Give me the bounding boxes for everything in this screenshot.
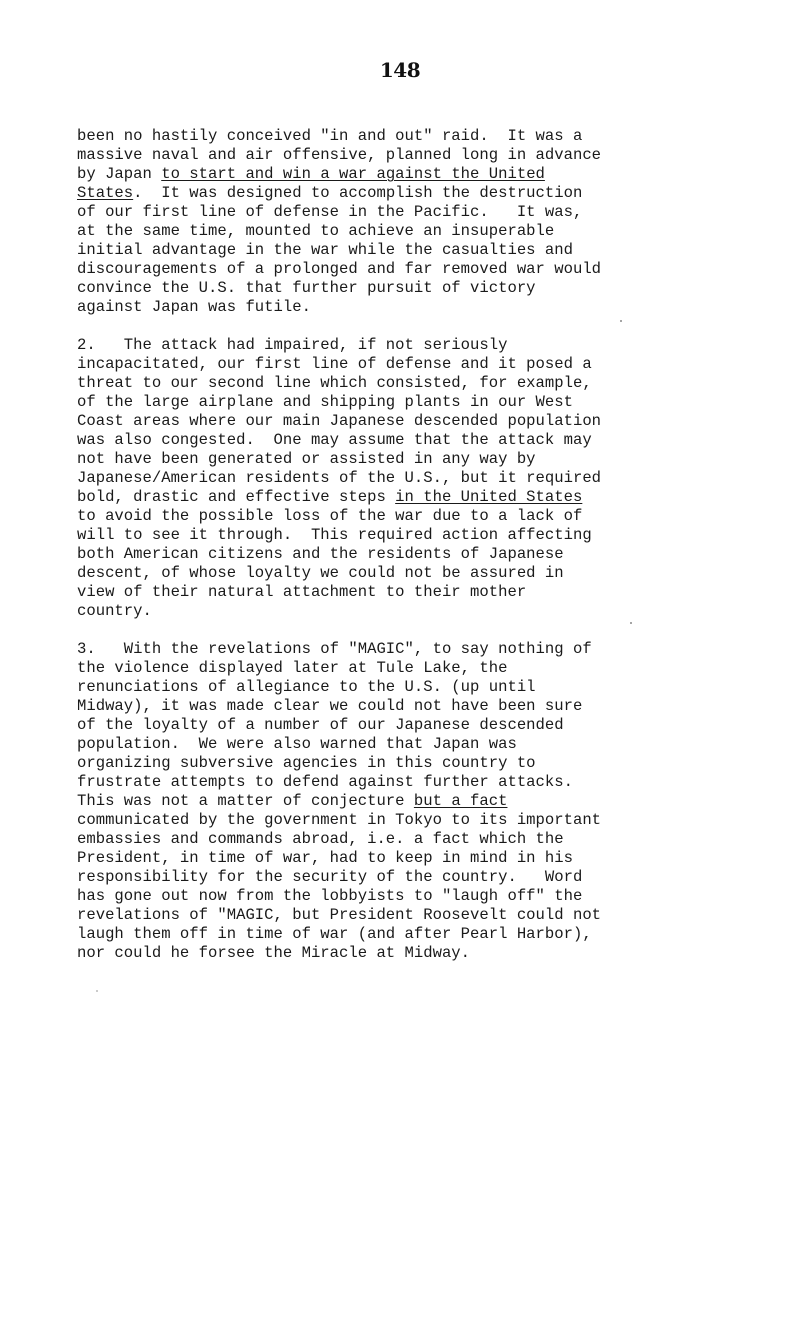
underlined-text: States: [77, 184, 134, 202]
text-line: [77, 184, 737, 203]
text-line: [77, 355, 737, 374]
text-segment: 3. With the revelations of "MAGIC", to say nothing of: [77, 640, 592, 658]
text-segment: communicated by the government in Tokyo to its important: [77, 811, 602, 829]
text-line: [77, 735, 737, 754]
text-segment: not have been generated or assisted in any way by: [77, 450, 536, 468]
underlined-text: but a fact: [413, 792, 508, 810]
text-line: [77, 298, 737, 317]
text-segment: to avoid the possible loss of the war due to a lack of: [77, 507, 583, 525]
text-line: [77, 260, 737, 279]
text-segment: laugh them off in time of war (and after Pearl Harbor),: [77, 925, 592, 943]
text-segment: Japanese/American residents of the U.S., but it required: [77, 469, 602, 487]
text-segment: incapacitated, our first line of defense and it posed a: [77, 355, 592, 373]
text-line: [77, 849, 737, 868]
text-segment: 2. The attack had impaired, if not seriously: [77, 336, 508, 354]
text-segment: population. We were also warned that Japan was: [77, 735, 517, 753]
text-line: [77, 906, 737, 925]
text-line: [77, 431, 737, 450]
scan-speck: [96, 990, 98, 992]
paragraph-gap: [77, 317, 737, 336]
text-line: [77, 773, 737, 792]
text-segment: the violence displayed later at Tule Lake, the: [77, 659, 508, 677]
text-line: [77, 868, 737, 887]
text-line: [77, 887, 737, 906]
text-line: [77, 564, 737, 583]
text-line: [77, 545, 737, 564]
text-line: [77, 165, 737, 184]
text-line: [77, 488, 737, 507]
text-line: [77, 450, 737, 469]
text-segment: initial advantage in the war while the casualties and: [77, 241, 573, 259]
text-line: [77, 830, 737, 849]
text-segment: of our first line of defense in the Pacific. It was,: [77, 203, 583, 221]
text-line: [77, 222, 737, 241]
text-segment: revelations of "MAGIC, but President Roosevelt could not: [77, 906, 602, 924]
paragraph: [77, 640, 737, 963]
text-segment: bold, drastic and effective steps: [77, 488, 396, 506]
text-line: [77, 203, 737, 222]
text-segment: convince the U.S. that further pursuit of victory: [77, 279, 536, 297]
text-segment: frustrate attempts to defend against further attacks.: [77, 773, 573, 791]
text-segment: at the same time, mounted to achieve an insuperable: [77, 222, 555, 240]
text-segment: massive naval and air offensive, planned long in advance: [77, 146, 602, 164]
text-segment: President, in time of war, had to keep in mind in his: [77, 849, 573, 867]
text-line: [77, 374, 737, 393]
text-line: [77, 811, 737, 830]
text-line: [77, 279, 737, 298]
text-line: [77, 526, 737, 545]
text-segment: view of their natural attachment to their mother: [77, 583, 527, 601]
underlined-text: in the United States: [395, 488, 583, 506]
text-segment: of the large airplane and shipping plants in our West: [77, 393, 573, 411]
text-segment: discouragements of a prolonged and far removed war would: [77, 260, 602, 278]
scan-speck: [620, 320, 622, 322]
text-line: [77, 507, 737, 526]
text-segment: been no hastily conceived "in and out" raid. It was a: [77, 127, 583, 145]
text-segment: of the loyalty of a number of our Japanese descended: [77, 716, 564, 734]
text-line: [77, 241, 737, 260]
text-line: [77, 146, 737, 165]
text-line: [77, 925, 737, 944]
paragraph: [77, 127, 737, 317]
paragraph: [77, 336, 737, 621]
scan-speck: [630, 622, 632, 624]
text-line: [77, 944, 737, 963]
text-segment: . It was designed to accomplish the destruction: [133, 184, 583, 202]
text-line: [77, 697, 737, 716]
text-segment: against Japan was futile.: [77, 298, 311, 316]
text-segment: Midway), it was made clear we could not have been sure: [77, 697, 583, 715]
text-line: [77, 659, 737, 678]
underlined-text: to start and win a war against the United: [161, 165, 545, 183]
text-segment: embassies and commands abroad, i.e. a fact which the: [77, 830, 564, 848]
text-line: [77, 716, 737, 735]
text-line: [77, 336, 737, 355]
text-segment: renunciations of allegiance to the U.S. (up until: [77, 678, 536, 696]
text-segment: descent, of whose loyalty we could not be assured in: [77, 564, 564, 582]
body-text: [77, 127, 737, 963]
text-segment: both American citizens and the residents of Japanese: [77, 545, 564, 563]
text-line: [77, 469, 737, 488]
text-line: [77, 792, 737, 811]
text-line: [77, 640, 737, 659]
text-line: [77, 393, 737, 412]
text-line: [77, 754, 737, 773]
text-segment: country.: [77, 602, 152, 620]
paragraph-gap: [77, 621, 737, 640]
text-line: [77, 583, 737, 602]
text-segment: threat to our second line which consisted, for example,: [77, 374, 592, 392]
text-segment: organizing subversive agencies in this country to: [77, 754, 536, 772]
text-segment: was also congested. One may assume that the attack may: [77, 431, 592, 449]
text-segment: This was not a matter of conjecture: [77, 792, 414, 810]
text-segment: responsibility for the security of the country. Word: [77, 868, 583, 886]
text-line: [77, 602, 737, 621]
text-segment: by Japan: [77, 165, 162, 183]
text-segment: Coast areas where our main Japanese descended population: [77, 412, 602, 430]
text-segment: will to see it through. This required action affecting: [77, 526, 592, 544]
text-line: [77, 678, 737, 697]
text-segment: has gone out now from the lobbyists to "laugh off" the: [77, 887, 583, 905]
text-line: [77, 127, 737, 146]
text-line: [77, 412, 737, 431]
page-number: 148: [379, 58, 421, 82]
text-segment: nor could he forsee the Miracle at Midway.: [77, 944, 471, 962]
